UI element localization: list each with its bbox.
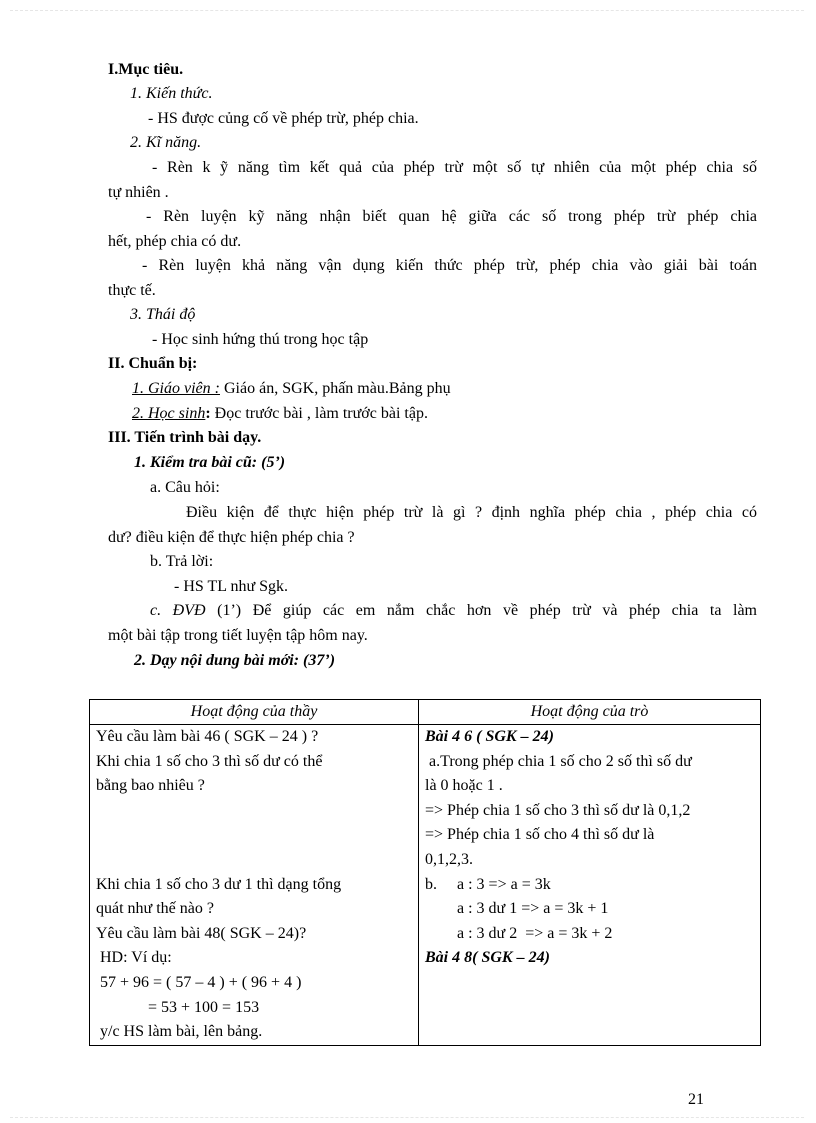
student-line: => Phép chia 1 số cho 4 thì số dư là — [425, 826, 655, 844]
student-line: Bài 4 8( SGK – 24) — [425, 949, 550, 967]
skills-para-1-line-b: tự nhiên . — [108, 184, 169, 201]
skills-para-3-line-a: - Rèn luyện khả năng vận dụng kiến thức phép trừ, phép chia vào giải bài toán — [142, 257, 757, 274]
teacher-activity-cell — [90, 725, 419, 1046]
teacher-line: y/c HS làm bài, lên bảng. — [96, 1023, 263, 1041]
teacher-line: = 53 + 100 = 153 — [96, 998, 260, 1016]
teacher-prep-text: Giáo án, SGK, phấn màu.Bảng phụ — [219, 380, 451, 397]
teacher-activity-header: Hoạt động của thầy — [90, 700, 419, 725]
subsection-knowledge: 1. Kiến thức. — [130, 85, 213, 102]
teacher-line: Yêu cầu làm bài 46 ( SGK – 24 ) ? — [96, 728, 319, 745]
teacher-line: HD: Ví dụ: — [96, 949, 172, 967]
teacher-line — [96, 799, 412, 824]
section-3-title: III. Tiến trình bài dạy. — [108, 429, 262, 446]
student-prep-label: 2. Học sinh — [132, 405, 206, 422]
skills-para-2-line-b: hết, phép chia có dư. — [108, 233, 242, 250]
student-line: 0,1,2,3. — [425, 850, 473, 868]
problem-statement-label: c. ĐVĐ — [150, 602, 206, 619]
student-line: a : 3 dư 1 => a = 3k + 1 — [425, 900, 609, 918]
student-line: Bài 4 6 ( SGK – 24) — [425, 728, 554, 745]
skills-para-3-line-b: thực tế. — [108, 282, 156, 299]
teacher-line: quát như thế nào ? — [96, 900, 214, 918]
subsection-skills: 2. Kĩ năng. — [130, 134, 202, 151]
student-line: a.Trong phép chia 1 số cho 2 số thì số dư — [425, 752, 692, 770]
student-line — [425, 1020, 754, 1045]
table-row — [90, 725, 761, 1046]
teacher-line — [96, 823, 412, 848]
activity-table — [89, 699, 761, 1046]
teacher-line: 57 + 96 = ( 57 – 4 ) + ( 96 + 4 ) — [96, 973, 302, 991]
attitude-line: - Học sinh hứng thú trong học tập — [152, 331, 369, 348]
teacher-prep-line — [132, 379, 451, 399]
teacher-line — [96, 848, 412, 873]
answer-text: - HS TL như Sgk. — [174, 578, 289, 595]
student-activity-header: Hoạt động của trò — [419, 700, 761, 725]
student-line: b. a : 3 => a = 3k — [425, 875, 551, 893]
student-line: => Phép chia 1 số cho 3 thì số dư là 0,1,2 — [425, 801, 691, 819]
answer-label: b. Trả lời: — [150, 553, 214, 570]
table-header-row — [90, 700, 761, 725]
teacher-line: bằng bao nhiêu ? — [96, 777, 205, 795]
student-line — [425, 996, 754, 1021]
student-prep-colon: : — [205, 405, 211, 422]
teacher-line: Khi chia 1 số cho 3 thì số dư có thể — [96, 752, 323, 770]
problem-statement-line-b: một bài tập trong tiết luyện tập hôm nay. — [108, 627, 368, 644]
page-number: 21 — [688, 1091, 704, 1108]
subsection-attitude: 3. Thái độ — [130, 306, 196, 323]
student-line: là 0 hoặc 1 . — [425, 777, 503, 795]
new-lesson-title: 2. Dạy nội dung bài mới: (37’) — [134, 652, 336, 669]
skills-para-2-line-a: - Rèn luyện kỹ năng nhận biết quan hệ giữa các số trong phép trừ phép chia — [146, 208, 757, 225]
question-label: a. Câu hỏi: — [150, 479, 220, 496]
student-prep-text: Đọc trước bài , làm trước bài tập. — [210, 405, 428, 422]
section-2-title: II. Chuẩn bị: — [108, 355, 198, 372]
teacher-prep-label: 1. Giáo viên : — [132, 380, 220, 397]
student-line: a : 3 dư 2 => a = 3k + 2 — [425, 924, 613, 942]
skills-para-1-line-a: - Rèn k ỹ năng tìm kết quả của phép trừ một số tự nhiên của một phép chia số — [152, 159, 757, 176]
knowledge-line: - HS được củng cố về phép trừ, phép chia. — [148, 110, 419, 127]
question-line-a: Điều kiện để thực hiện phép trừ là gì ? định nghĩa phép chia , phép chia có — [186, 504, 757, 521]
problem-statement-line-a — [108, 601, 757, 621]
student-prep-line — [132, 404, 428, 424]
student-line — [425, 971, 754, 996]
teacher-line: Khi chia 1 số cho 3 dư 1 thì dạng tổng — [96, 875, 342, 893]
student-activity-cell — [419, 725, 761, 1046]
teacher-line: Yêu cầu làm bài 48( SGK – 24)? — [96, 924, 307, 942]
old-lesson-check-title: 1. Kiểm tra bài cũ: (5’) — [134, 454, 286, 471]
question-line-b: dư? điều kiện để thực hiện phép chia ? — [108, 529, 355, 546]
problem-statement-text: (1’) Để giúp các em nắm chắc hơn về phép trừ và phép chia ta làm — [205, 602, 757, 619]
section-1-title: I.Mục tiêu. — [108, 61, 184, 78]
